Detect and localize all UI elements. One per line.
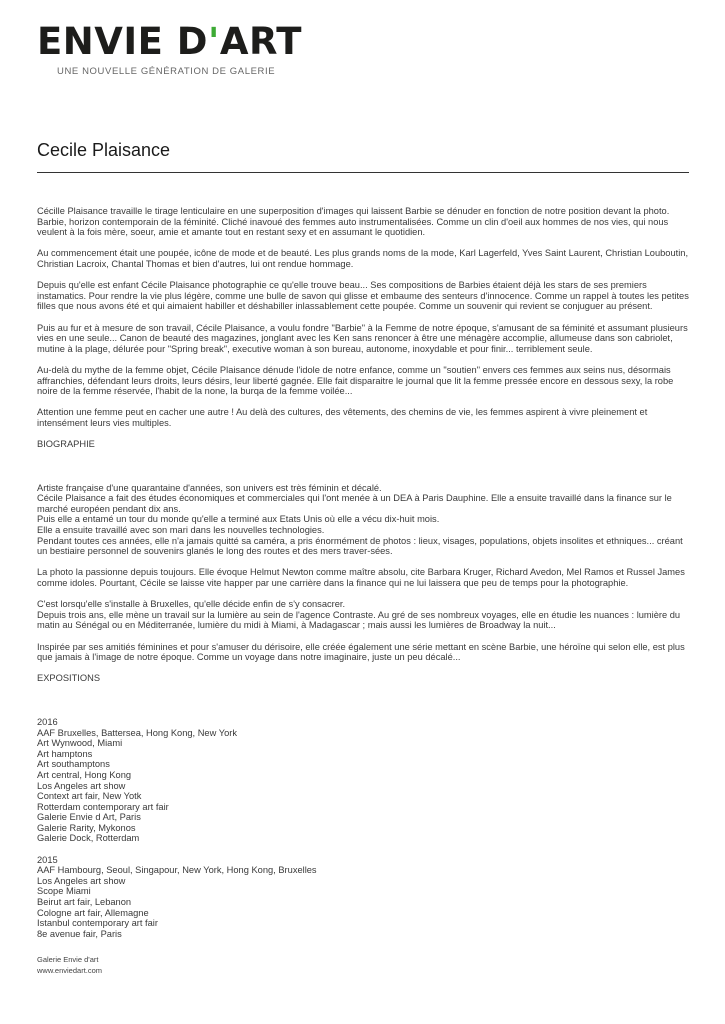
biographie-text <box>37 483 689 663</box>
bio-paragraph: Inspirée par ses amitiés féminines et pour s'amuser du dérisoire, elle créée également une série mettant en scène Barbie, une héroïne qui selon elle, est plus que jamais à l'image de notre époque. Comme un voyage dans notre imaginaire, juste un peu décalé... <box>37 641 685 663</box>
exposition-item: 8e avenue fair, Paris <box>37 928 122 939</box>
intro-paragraph: Cécille Plaisance travaille le tirage lenticulaire en une superposition d'images qui laissent Barbie se dénuder en fonction de notre position devant la photo. Barbie, horizon contemporain de la féminité. Cliché inavoué des femmes auto instrumentalisées. Comme un clin d'oeil aux hommes de nos vies, qui nous veulent à la fois mère, soeur, amie et amante tout en restant sexy et en assumant le quotidien. <box>37 206 670 238</box>
footer <box>37 954 102 976</box>
exposition-year-group <box>37 855 689 940</box>
exposition-item: Art central, Hong Kong <box>37 769 132 780</box>
exposition-year: 2015 <box>37 854 58 865</box>
intro-paragraph: Depuis qu'elle est enfant Cécile Plaisance photographie ce qu'elle trouve beau... Ses compositions de Barbies étaient déjà les stars de ses premiers instamatics. Pour rendre la vie plus légère, comme une bulle de savon qui glisse et embaume des senteurs d'innocence. Comme un rappel à toutes les petites filles que nous avons été et qui aimaient habiller et déshabiller inlassablement cette poupée. Comme un souvenir qui revient se conjuguer au présent. <box>37 280 689 312</box>
intro-paragraph: Au-delà du mythe de la femme objet, Cécile Plaisance dénude l'idole de notre enfance, comme un "soutien" envers ces femmes aux seins nus, désormais affranchies, défendant leurs droits, leurs désirs, leur liberté gagnée. Elle fait disparaitre le journal que lit la femme pressée encore en dessous sexy, la robe noire de la femme réservée, l'habit de la none, la burqa de la femme voilée... <box>37 364 674 397</box>
exposition-item: AAF Hambourg, Seoul, Singapour, New York, Hong Kong, Bruxelles <box>37 865 317 876</box>
exposition-item: Scope Miami <box>37 886 91 897</box>
intro-paragraph: Attention une femme peut en cacher une autre ! Au delà des cultures, des vêtements, des chemins de vie, les femmes aspirent à vivre pleinement et intensément leurs vies multiples. <box>37 407 648 428</box>
logo-accent: ' <box>208 20 220 63</box>
biographie-heading: BIOGRAPHIE <box>37 439 95 450</box>
logo-wordmark: ENVIE D'ART <box>37 20 303 63</box>
tagline: UNE NOUVELLE GÉNÉRATION DE GALERIE <box>57 66 276 77</box>
intro-paragraph: Puis au fur et à mesure de son travail, Cécile Plaisance, a voulu fondre "Barbie" à la Femme de notre époque, s'amusant de sa féminité et assumant plusieurs vies en une seule... Canon de beauté des magazines, jonglant avec les Ken sans renoncer à être une ménagère accomplie, allumeuse dans son cabriolet, mutine à la plage, délurée pour "Spring break", executive woman à son bureau, autonome, inoxydable et pour finir... terriblement seule. <box>37 322 688 354</box>
exposition-item: Art Wynwood, Miami <box>37 738 123 749</box>
exposition-item: Los Angeles art show <box>37 875 126 886</box>
footer-gallery: Galerie Envie d'art <box>37 955 99 964</box>
footer-website[interactable]: www.enviedart.com <box>37 966 103 975</box>
exposition-item: Cologne art fair, Allemagne <box>37 907 149 918</box>
divider <box>37 172 689 173</box>
intro-paragraph: Au commencement était une poupée, icône de mode et de beauté. Les plus grands noms de la mode, Karl Lagerfeld, Yves Saint Laurent, Christian Louboutin, Christian Lacroix, Chantal Thomas et bien d'autres, lui ont rendue hommage. <box>37 248 689 269</box>
exposition-year-group <box>37 717 689 844</box>
exposition-item: AAF Bruxelles, Battersea, Hong Kong, New York <box>37 727 237 738</box>
page-title: Cecile Plaisance <box>37 140 171 160</box>
logo[interactable] <box>37 22 302 62</box>
intro-text <box>37 206 689 428</box>
bio-paragraph: La photo la passionne depuis toujours. Elle évoque Helmut Newton comme maître absolu, cite Barbara Kruger, Richard Avedon, Mel Ramos et Russel James comme idoles. Pourtant, Cécile se laisse vite happer par une carrière dans la finance qui ne lui laissera que peu de temps pour la photographie. <box>37 567 685 588</box>
exposition-item: Los Angeles art show <box>37 780 126 791</box>
exposition-item: Context art fair, New Yotk <box>37 791 142 802</box>
exposition-item: Galerie Envie d Art, Paris <box>37 812 141 823</box>
exposition-year: 2016 <box>37 716 58 727</box>
exposition-item: Rotterdam contemporary art fair <box>37 801 169 812</box>
expositions-heading: EXPOSITIONS <box>37 673 101 684</box>
exposition-item: Galerie Dock, Rotterdam <box>37 833 140 844</box>
exposition-item: Art hamptons <box>37 748 93 759</box>
expositions-list <box>37 717 689 939</box>
exposition-item: Art southamptons <box>37 759 110 770</box>
exposition-item: Istanbul contemporary art fair <box>37 918 158 929</box>
exposition-item: Galerie Rarity, Mykonos <box>37 822 136 833</box>
bio-paragraph: Artiste française d'une quarantaine d'années, son univers est très féminin et décalé. Cécile Plaisance a fait des études économiques et commerciales qui l'ont menée à un DEA à Paris Dauphine. Elle a ensuite travaillé dans la finance sur le marché européen pendant dix ans. Puis elle a entamé un tour du monde qu'elle a terminé aux Etats Unis où elle a vécu dix-huit mois. Elle a ensuite travaillé avec son mari dans les nouvelles technologies. Pendant toutes ces années, elle n'a jamais quitté sa caméra, a pris énormément de photos : lieux, visages, populations, objets insolites et ethniques... créant un bestiaire personnel de souvenirs glanés le long des routes et des mers traver-sées. <box>37 482 683 557</box>
exposition-item: Beirut art fair, Lebanon <box>37 897 132 908</box>
content <box>37 206 689 950</box>
bio-paragraph: C'est lorsqu'elle s'installe à Bruxelles, qu'elle décide enfin de s'y consacrer. Depuis trois ans, elle mène un travail sur la lumière au sein de l'agence Contraste. Au gré de ses nombreux voyages, elle en étudie les nuances : lumière du matin au Sénégal ou en Méditerranée, lumière du midi à Miami, à Madagascar ; mais aussi les lumières de Broadway la nuit... <box>37 599 681 631</box>
